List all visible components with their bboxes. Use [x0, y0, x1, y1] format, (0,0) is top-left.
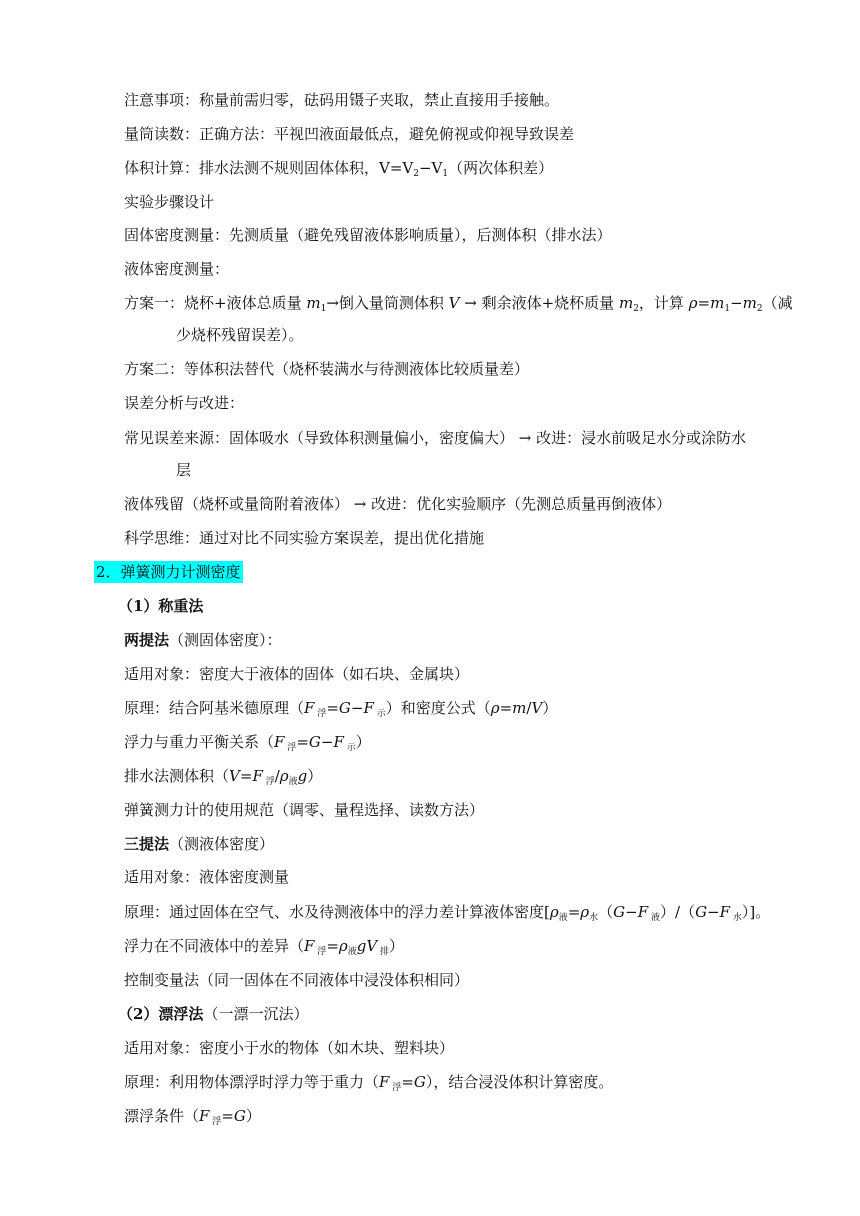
step-design-heading: 实验步骤设计	[124, 193, 215, 211]
floating-object-line: 适用对象：密度小于水的物体（如木块、塑料块）	[124, 1039, 455, 1057]
three-lift-principle-line: 原理：通过固体在空气、水及待测液体中的浮力差计算液体密度[$\rho_液=\rho_水(G-F$ $_液$）/（G−F $_水$）]。	[124, 903, 771, 923]
floating-condition-line: 漂浮条件（F $_浮$=G）	[124, 1107, 261, 1127]
liquid-residue-line: 液体残留（烧杯或量筒附着液体） → 改进：优化实验顺序（先测总质量再倒液体）	[124, 495, 672, 513]
plan-two-line: 方案二：等体积法替代（烧杯装满水与待测液体比较质量差）	[124, 360, 530, 378]
balance-relation-line: 浮力与重力平衡关系（F $_浮$=G−F $_示$）	[124, 733, 371, 753]
volume-calc-line: 体积计算：排水法测不规则固体体积，$V=V_2-V_1$（两次体积差）	[124, 159, 554, 179]
note-line: 注意事项：称量前需归零，砝码用镊子夹取，禁止直接用手接触。	[124, 91, 560, 109]
cylinder-reading-line: 量筒读数：正确方法：平视凹液面最低点，避免俯视或仰视导致误差	[124, 125, 575, 143]
buoyancy-difference-line: 浮力在不同液体中的差异（F $_浮=\rho_液gV$ $_排$）	[124, 937, 405, 957]
two-lift-method-line: 两提法（测固体密度）：	[124, 631, 282, 649]
common-error-continuation: 层	[176, 461, 192, 479]
three-lift-method-line: 三提法（测液体密度）	[124, 835, 275, 853]
displacement-volume-line: 排水法测体积（V=F $_浮/\rho_液g$）	[124, 767, 323, 787]
control-variable-line: 控制变量法（同一固体在不同液体中浸没体积相同）	[124, 971, 470, 989]
common-error-line: 常见误差来源：固体吸水（导致体积测量偏小，密度偏大） → 改进：浸水前吸足水分或涂防水	[124, 429, 747, 447]
subsection-weighing-method: （1）称重法	[118, 597, 204, 615]
floating-principle-line: 原理：利用物体漂浮时浮力等于重力（F $_浮$=G），结合浸没体积计算密度。	[124, 1073, 614, 1093]
subsection-floating-method: （2）漂浮法（一漂一沉法）	[118, 1005, 309, 1023]
scientific-thinking-line: 科学思维：通过对比不同实验方案误差，提出优化措施	[124, 529, 485, 547]
plan-one-continuation: 少烧杯残留误差）。	[176, 326, 304, 344]
three-lift-object-line: 适用对象：液体密度测量	[124, 868, 290, 886]
section-heading-spring-scale: 2．弹簧测力计测密度	[96, 563, 241, 581]
two-lift-principle-line: 原理：结合阿基米德原理（F $_浮$=G−F $_示$）和密度公式（ρ=m/V）	[124, 699, 558, 719]
solid-density-line: 固体密度测量：先测质量（避免残留液体影响质量），后测体积（排水法）	[124, 226, 612, 244]
spring-scale-usage-line: 弹簧测力计的使用规范（调零、量程选择、读数方法）	[124, 801, 485, 819]
liquid-density-line: 液体密度测量：	[124, 260, 230, 278]
plan-one-line: 方案一：烧杯+液体总质量 $m_1\to$倒入量筒测体积 V → 剩余液体+烧杯质量 $m_2$，计算 $\rho=m_1-m_2$（减	[124, 294, 793, 314]
two-lift-object-line: 适用对象：密度大于液体的固体（如石块、金属块）	[124, 665, 470, 683]
error-analysis-heading: 误差分析与改进：	[124, 394, 245, 412]
